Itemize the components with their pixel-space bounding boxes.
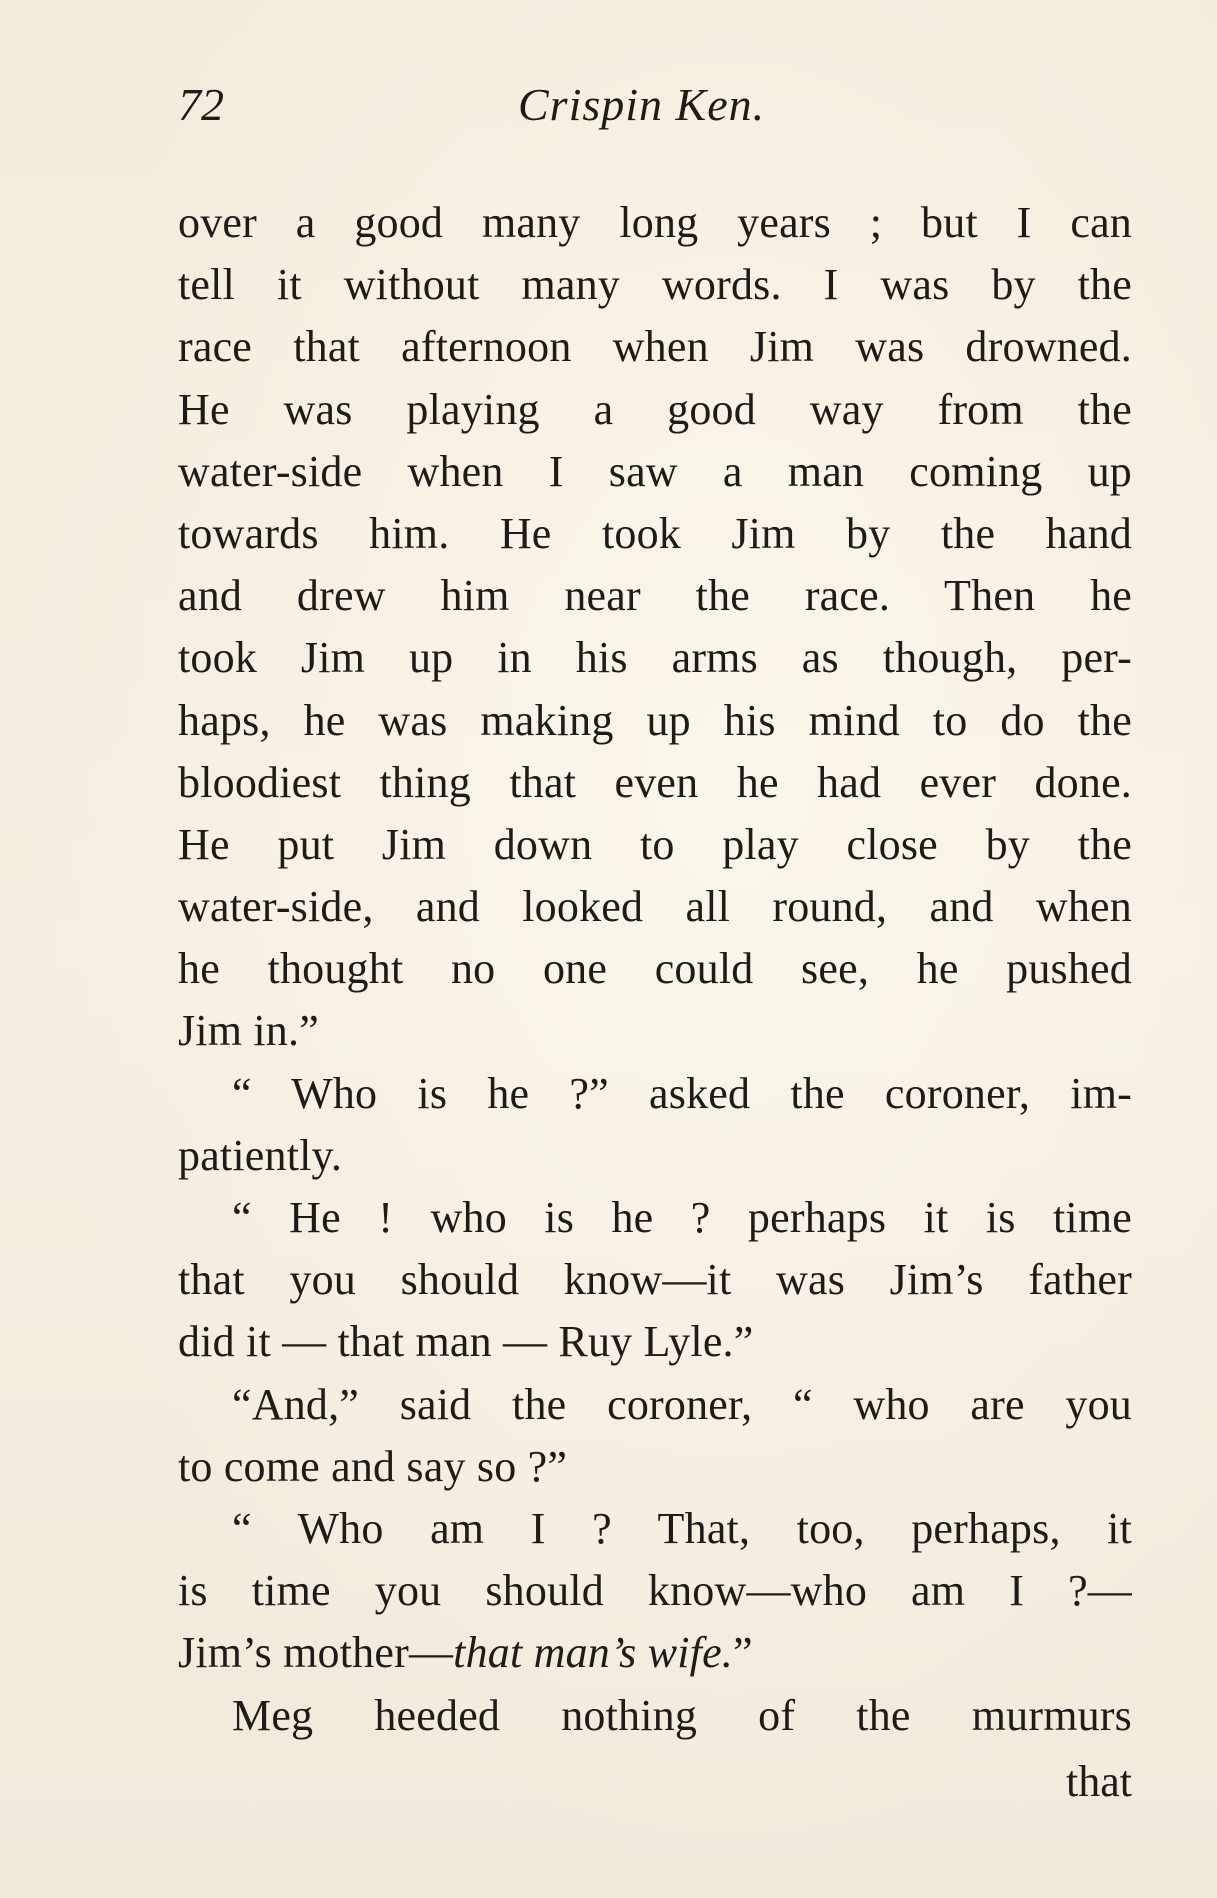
text-line: he thought no one could see, he pushed bbox=[178, 944, 1132, 994]
text-line: tell it without many words. I was by the bbox=[178, 260, 1132, 310]
text-line-with-italic bbox=[178, 1622, 1132, 1684]
text-line: Jim in.” bbox=[178, 1006, 319, 1056]
text-line: patiently. bbox=[178, 1130, 343, 1180]
text-line: water-side when I saw a man coming up bbox=[178, 446, 1132, 496]
text-line: “ He ! who is he ? perhaps it is time bbox=[232, 1193, 1132, 1242]
page-number: 72 bbox=[178, 79, 224, 130]
text-line: to come and say so ?” bbox=[178, 1441, 568, 1491]
text-line: took Jim up in his arms as though, per- bbox=[178, 633, 1132, 683]
text-line: “ Who is he ?” asked the coroner, im- bbox=[232, 1068, 1132, 1118]
italic-phrase: that man’s wife. bbox=[453, 1628, 734, 1678]
body-text bbox=[178, 192, 1132, 1747]
text-line: and drew him near the race. Then he bbox=[178, 571, 1132, 621]
text-line: race that afternoon when Jim was drowned. bbox=[178, 322, 1132, 372]
text-line: that you should know—it was Jim’s father bbox=[178, 1255, 1132, 1305]
text-line: bloodiest thing that even he had ever done. bbox=[178, 757, 1132, 807]
text-line: “And,” said the coroner, “ who are you bbox=[232, 1379, 1132, 1429]
text-line: water-side, and looked all round, and when bbox=[178, 882, 1132, 932]
text-span: Jim’s mother— bbox=[178, 1628, 454, 1678]
text-line: is time you should know—who am I ?— bbox=[178, 1566, 1132, 1616]
catchword: that bbox=[1066, 1757, 1132, 1806]
text-line: “ Who am I ? That, too, perhaps, it bbox=[232, 1503, 1132, 1553]
closing-quote: ” bbox=[733, 1628, 753, 1678]
running-title: Crispin Ken. bbox=[518, 79, 766, 130]
text-line: haps, he was making up his mind to do the bbox=[178, 695, 1132, 745]
page-header bbox=[178, 78, 1138, 138]
text-line: He put Jim down to play close by the bbox=[178, 819, 1132, 869]
text-line: He was playing a good way from the bbox=[178, 384, 1132, 434]
text-line: over a good many long years ; but I can bbox=[178, 198, 1132, 247]
text-line: towards him. He took Jim by the hand bbox=[178, 508, 1132, 558]
text-line: did it — that man — Ruy Lyle.” bbox=[178, 1317, 754, 1367]
text-line: Meg heeded nothing of the murmurs bbox=[232, 1690, 1132, 1740]
